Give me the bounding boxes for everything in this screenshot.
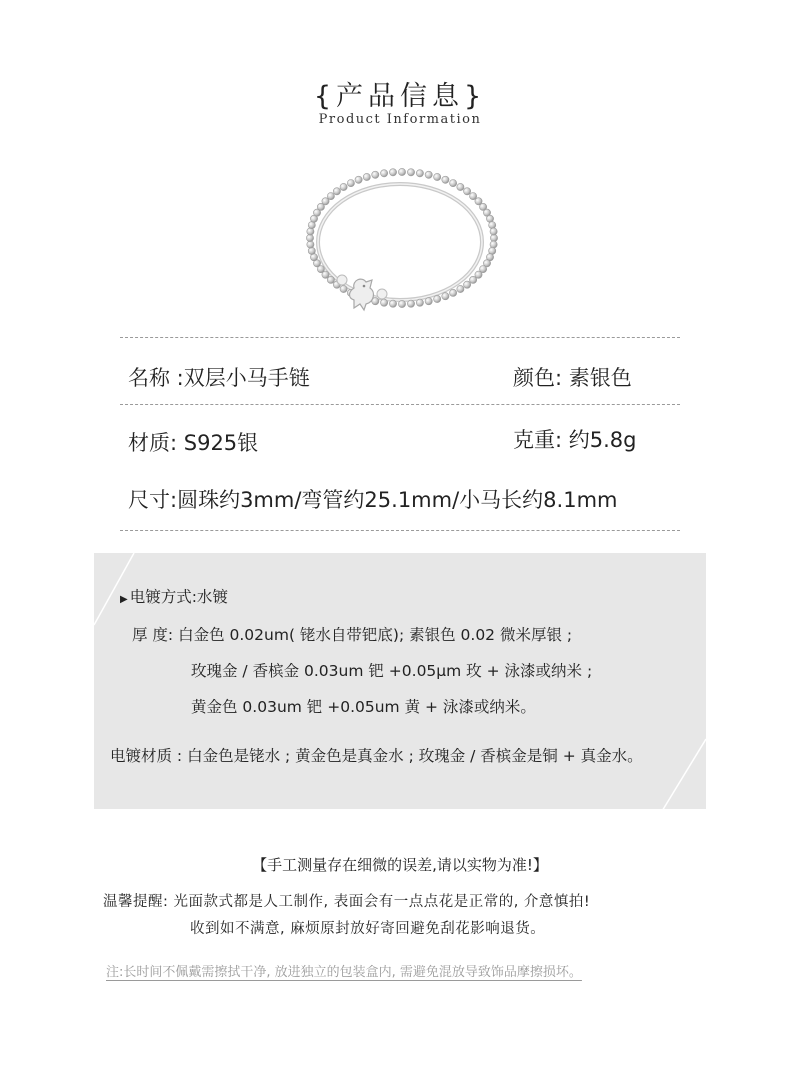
care-footnote: 注:长时间不佩戴需擦拭干净, 放进独立的包装盒内, 需避免混放导致饰品摩擦损坏。: [106, 965, 582, 980]
spec-color: 颜色: 素银色: [513, 366, 632, 390]
plating-method-label: 电镀方式:水镀: [129, 588, 228, 606]
divider: [120, 404, 680, 405]
plating-material: 电镀材质 : 白金色是铑水 ; 黄金色是真金水 ; 玫瑰金 / 香槟金是铜 + 真金水。: [110, 747, 643, 765]
tips-line1: 温馨提醒: 光面款式都是人工制作, 表面会有一点点花是正常的, 介意慎拍!: [103, 894, 591, 910]
page-title: {产品信息}: [313, 81, 487, 112]
divider: [120, 530, 680, 531]
divider: [120, 337, 680, 338]
triangle-right-icon: ▶: [120, 594, 128, 605]
plating-thickness-line2: 玫瑰金 / 香槟金 0.03um 钯 +0.05μm 玫 + 泳漆或纳米 ;: [191, 662, 593, 680]
page-subtitle: Product Information: [318, 112, 482, 127]
spec-weight: 克重: 约5.8g: [513, 428, 637, 452]
plating-method: [120, 585, 228, 607]
plating-thickness-line1: 厚 度: 白金色 0.02um( 铑水自带钯底); 素银色 0.02 微米厚银 ;: [132, 626, 573, 644]
tips-line2: 收到如不满意, 麻烦原封放好寄回避免刮花影响退货。: [190, 921, 546, 937]
measurement-notice: 【手工测量存在细微的误差,请以实物为准!】: [252, 856, 548, 874]
plating-panel: [94, 553, 706, 809]
spec-material: 材质: S925银: [128, 431, 259, 455]
plating-thickness-line3: 黄金色 0.03um 钯 +0.05um 黄 + 泳漆或纳米。: [191, 698, 536, 716]
spec-name: 名称 :双层小马手链: [128, 366, 310, 390]
spec-size: 尺寸:圆珠约3mm/弯管约25.1mm/小马长约8.1mm: [128, 488, 618, 512]
bracelet-icon: [290, 160, 510, 339]
